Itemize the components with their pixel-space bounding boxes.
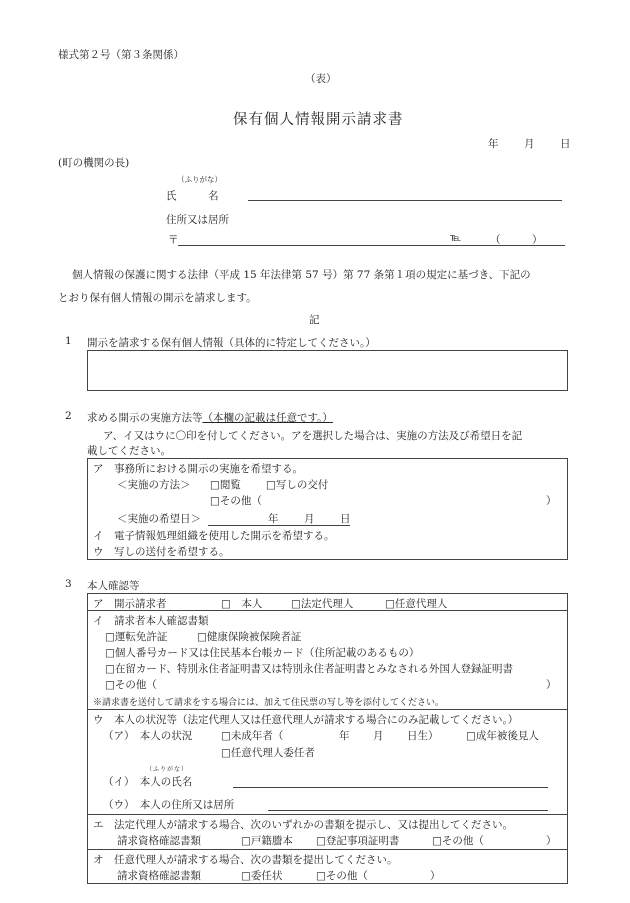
applicant-name-label: 氏 名 (166, 190, 219, 202)
legal-registry-checkbox[interactable]: □登記事項証明書 (316, 835, 400, 847)
applicant-address-label: 住所又は居所 (166, 214, 229, 226)
section1-input-box[interactable] (87, 350, 568, 391)
proxy-docs-label: 請求資格確認書類 (117, 870, 201, 882)
requester-voluntary-checkbox[interactable]: □任意代理人 (385, 598, 448, 610)
intro-line-2: とおり保有個人情報の開示を請求します。 (58, 292, 257, 304)
postal-mark: 〒 (168, 234, 179, 246)
proxy-other-close: ） (430, 870, 441, 882)
status-label: （ア） 本人の状況 (103, 730, 193, 742)
method-label: ＜実施の方法＞ (117, 479, 191, 491)
recipient: (町の機関の長) (58, 157, 130, 169)
legal-other-checkbox[interactable]: □その他（ (432, 835, 484, 847)
id-mynumber-checkbox[interactable]: □個人番号カード又は住民基本台帳カード（住所記載のあるもの） (105, 647, 420, 659)
status-minor-checkbox[interactable]: □未成年者（ (221, 730, 284, 742)
method-other-close: ） (546, 495, 557, 507)
id-insurance-checkbox[interactable]: □健康保険被保険者証 (197, 631, 302, 643)
date-wish-label: ＜実施の希望日＞ (117, 513, 201, 525)
proxy-other-checkbox[interactable]: □その他（ (316, 870, 368, 882)
section2-title-note: （本欄の記載は任意です。） (202, 412, 333, 424)
proxy-docs-title: オ 任意代理人が請求する場合、次の書類を提出してください。 (93, 854, 398, 866)
applicant-furigana: （ふりがな） (177, 175, 222, 184)
section2-title: 求める開示の実施方法等（本欄の記載は任意です。） (87, 412, 333, 424)
status-title: ウ 本人の状況等（法定代理人又は任意代理人が請求する場合にのみ記載してください。） (93, 714, 519, 726)
section3-divider-i (87, 709, 568, 710)
method-other-checkbox[interactable]: □その他（ (210, 495, 262, 507)
page-title: 保有個人情報開示請求書 (233, 112, 404, 128)
principal-name-field[interactable] (233, 787, 548, 788)
id-other-checkbox[interactable]: □その他（ (105, 679, 157, 691)
id-docs-title: イ 請求者本人確認書類 (93, 615, 209, 627)
section3-title: 本人確認等 (87, 580, 140, 592)
requester-self-checkbox[interactable]: □ 本人 (221, 598, 263, 610)
tel-parens: （ ） (490, 234, 543, 246)
proxy-letter-checkbox[interactable]: □委任状 (241, 870, 283, 882)
date-wish-field[interactable] (208, 525, 350, 526)
principal-address-label: （ウ） 本人の住所又は居所 (103, 799, 235, 811)
tel-label: ℡ (450, 232, 462, 244)
status-adult-guardian-checkbox[interactable]: □成年被後見人 (466, 730, 539, 742)
date-wish-month: 月 (304, 513, 315, 525)
section2-number: 2 (65, 410, 72, 422)
method-view-checkbox[interactable]: □閲覧 (210, 479, 241, 491)
legal-other-close: ） (546, 835, 557, 847)
option-u-mail[interactable]: ウ 写しの送付を希望する。 (93, 546, 230, 558)
date-year: 年 (488, 138, 499, 150)
date-wish-year: 年 (268, 513, 279, 525)
form-side: （表） (305, 73, 337, 85)
ki-mark: 記 (309, 314, 320, 326)
section1-number: 1 (65, 335, 72, 347)
method-copy-checkbox[interactable]: □写しの交付 (266, 479, 329, 491)
id-license-checkbox[interactable]: □運転免許証 (105, 631, 168, 643)
option-a-office[interactable]: ア 事務所における開示の実施を希望する。 (93, 463, 303, 475)
requester-label: ア 開示請求者 (93, 598, 167, 610)
form-number: 様式第２号（第３条関係） (58, 49, 184, 61)
legal-docs-label: 請求資格確認書類 (117, 835, 201, 847)
option-i-electronic[interactable]: イ 電子情報処理組織を使用した開示を希望する。 (93, 530, 335, 542)
status-birth-day: 日生） (407, 730, 439, 742)
section3-number: 3 (65, 578, 72, 590)
applicant-name-field[interactable] (248, 200, 562, 201)
principal-furigana: （ふりがな） (146, 766, 189, 773)
status-delegator-checkbox[interactable]: □任意代理人委任者 (221, 747, 315, 759)
id-other-close: ） (546, 679, 557, 691)
section1-title: 開示を請求する保有個人情報（具体的に特定してください。） (87, 337, 376, 349)
id-note: ※請求書を送付して請求をする場合には、加えて住民票の写し等を添付してください。 (93, 698, 445, 708)
section3-divider-u (87, 814, 568, 815)
id-residence-checkbox[interactable]: □在留カード、特別永住者証明書又は特別永住者証明書とみなされる外国人登録証明書 (105, 663, 513, 675)
legal-family-register-checkbox[interactable]: □戸籍謄本 (241, 835, 293, 847)
legal-docs-title: エ 法定代理人が請求する場合、次のいずれかの書類を提示し、又は提出してください。 (93, 819, 513, 831)
principal-address-field[interactable] (268, 810, 548, 811)
intro-line-1: 個人情報の保護に関する法律（平成 15 年法律第 57 号）第 77 条第１項の規定に基づき、下記の (72, 269, 531, 281)
section3-divider-e (87, 849, 568, 850)
requester-legal-checkbox[interactable]: □法定代理人 (291, 598, 354, 610)
section2-instruction-1: ア、イ又はウに〇印を付してください。アを選択した場合は、実施の方法及び希望日を記 (103, 430, 523, 442)
date-month: 月 (524, 138, 535, 150)
date-wish-day: 日 (340, 513, 351, 525)
principal-name-label: （イ） 本人の氏名 (103, 776, 193, 788)
section2-instruction-2: 載してください。 (87, 445, 171, 457)
date-day: 日 (560, 138, 571, 150)
status-birth-year: 年 (339, 730, 350, 742)
status-birth-month: 月 (373, 730, 384, 742)
